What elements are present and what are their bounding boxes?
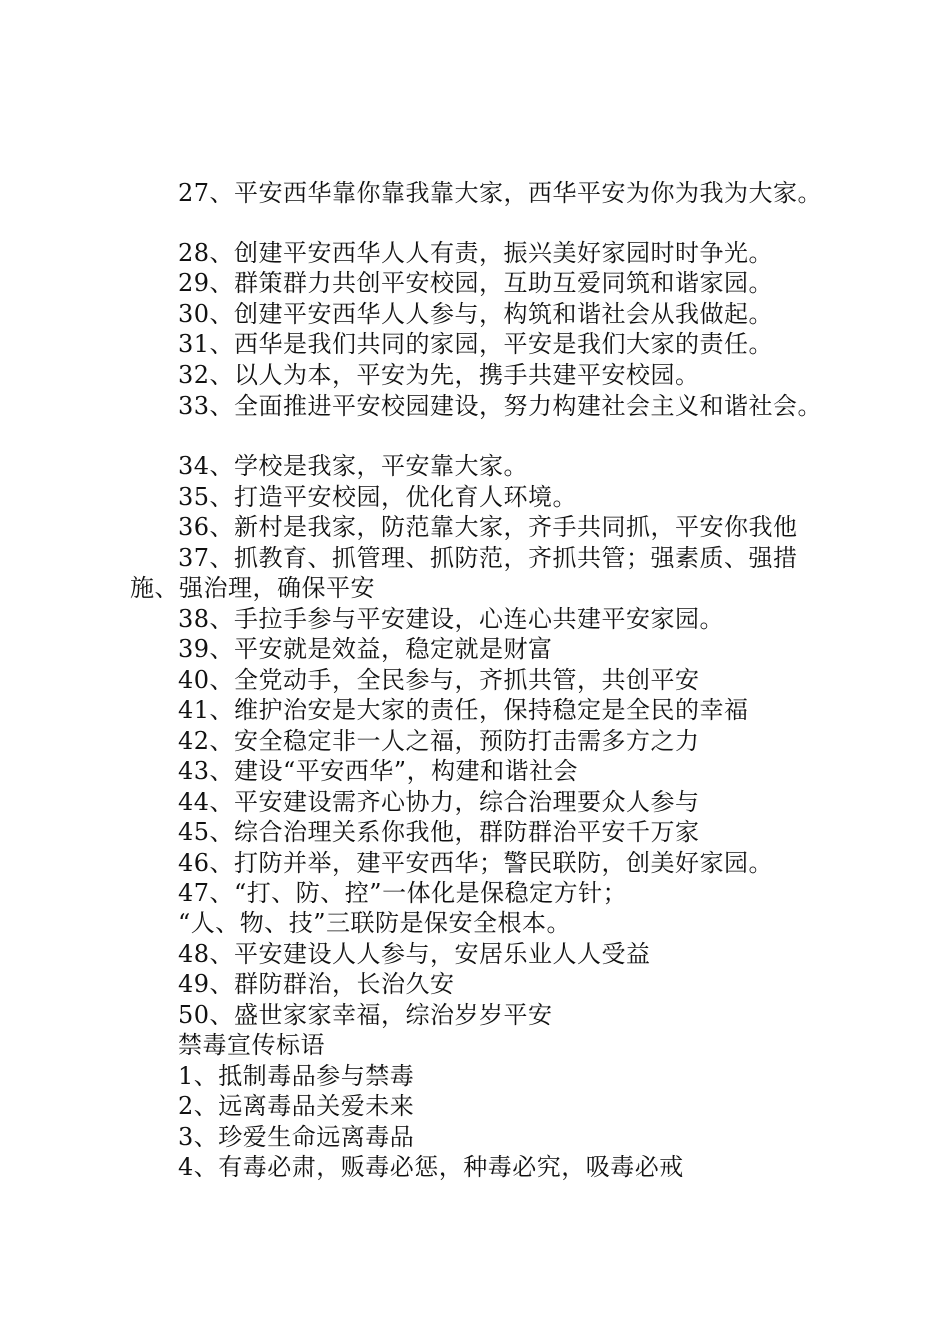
slogan-36: 36、新村是我家，防范靠大家，齐手共同抓，平安你我他 xyxy=(178,513,798,541)
slogan-30: 30、创建平安西华人人参与，构筑和谐社会从我做起。 xyxy=(178,300,774,328)
section-heading-anti-drug: 禁毒宣传标语 xyxy=(178,1031,325,1059)
slogan-37-continued: 施、强治理，确保平安 xyxy=(130,574,375,602)
slogan-46: 46、打防并举，建平安西华；警民联防，创美好家园。 xyxy=(178,849,774,877)
slogan-45: 45、综合治理关系你我他，群防群治平安千万家 xyxy=(178,818,700,846)
slogan-40: 40、全党动手，全民参与，齐抓共管，共创平安 xyxy=(178,666,700,694)
anti-drug-slogan-2: 2、远离毒品关爱未来 xyxy=(178,1092,415,1120)
slogan-43: 43、建设“平安西华”，构建和谐社会 xyxy=(178,757,579,785)
slogan-50: 50、盛世家家幸福，综治岁岁平安 xyxy=(178,1001,553,1029)
slogan-47-continued: “人、物、技”三联防是保安全根本。 xyxy=(178,909,572,937)
slogan-41: 41、维护治安是大家的责任，保持稳定是全民的幸福 xyxy=(178,696,749,724)
slogan-34: 34、学校是我家，平安靠大家。 xyxy=(178,452,529,480)
anti-drug-slogan-3: 3、珍爱生命远离毒品 xyxy=(178,1123,415,1151)
slogan-49: 49、群防群治，长治久安 xyxy=(178,970,455,998)
slogan-37: 37、抓教育、抓管理、抓防范，齐抓共管；强素质、强措 xyxy=(178,544,798,572)
slogan-27: 27、平安西华靠你靠我靠大家，西华平安为你为我为大家。 xyxy=(178,179,823,207)
slogan-31: 31、西华是我们共同的家园，平安是我们大家的责任。 xyxy=(178,330,774,358)
anti-drug-slogan-1: 1、抵制毒品参与禁毒 xyxy=(178,1062,415,1090)
slogan-28: 28、创建平安西华人人有责，振兴美好家园时时争光。 xyxy=(178,239,774,267)
slogan-29: 29、群策群力共创平安校园，互助互爱同筑和谐家园。 xyxy=(178,269,774,297)
slogan-39: 39、平安就是效益，稳定就是财富 xyxy=(178,635,553,663)
anti-drug-slogan-4: 4、有毒必肃，贩毒必惩，种毒必究，吸毒必戒 xyxy=(178,1153,684,1181)
slogan-32: 32、以人为本，平安为先，携手共建平安校园。 xyxy=(178,361,700,389)
slogan-44: 44、平安建设需齐心协力，综合治理要众人参与 xyxy=(178,788,700,816)
slogan-47: 47、“打、防、控”一体化是保稳定方针； xyxy=(178,879,628,907)
slogan-38: 38、手拉手参与平安建设，心连心共建平安家园。 xyxy=(178,605,725,633)
slogan-48: 48、平安建设人人参与，安居乐业人人受益 xyxy=(178,940,651,968)
slogan-35: 35、打造平安校园，优化育人环境。 xyxy=(178,483,578,511)
slogan-33: 33、全面推进平安校园建设，努力构建社会主义和谐社会。 xyxy=(178,392,823,420)
slogan-42: 42、安全稳定非一人之福，预防打击需多方之力 xyxy=(178,727,700,755)
